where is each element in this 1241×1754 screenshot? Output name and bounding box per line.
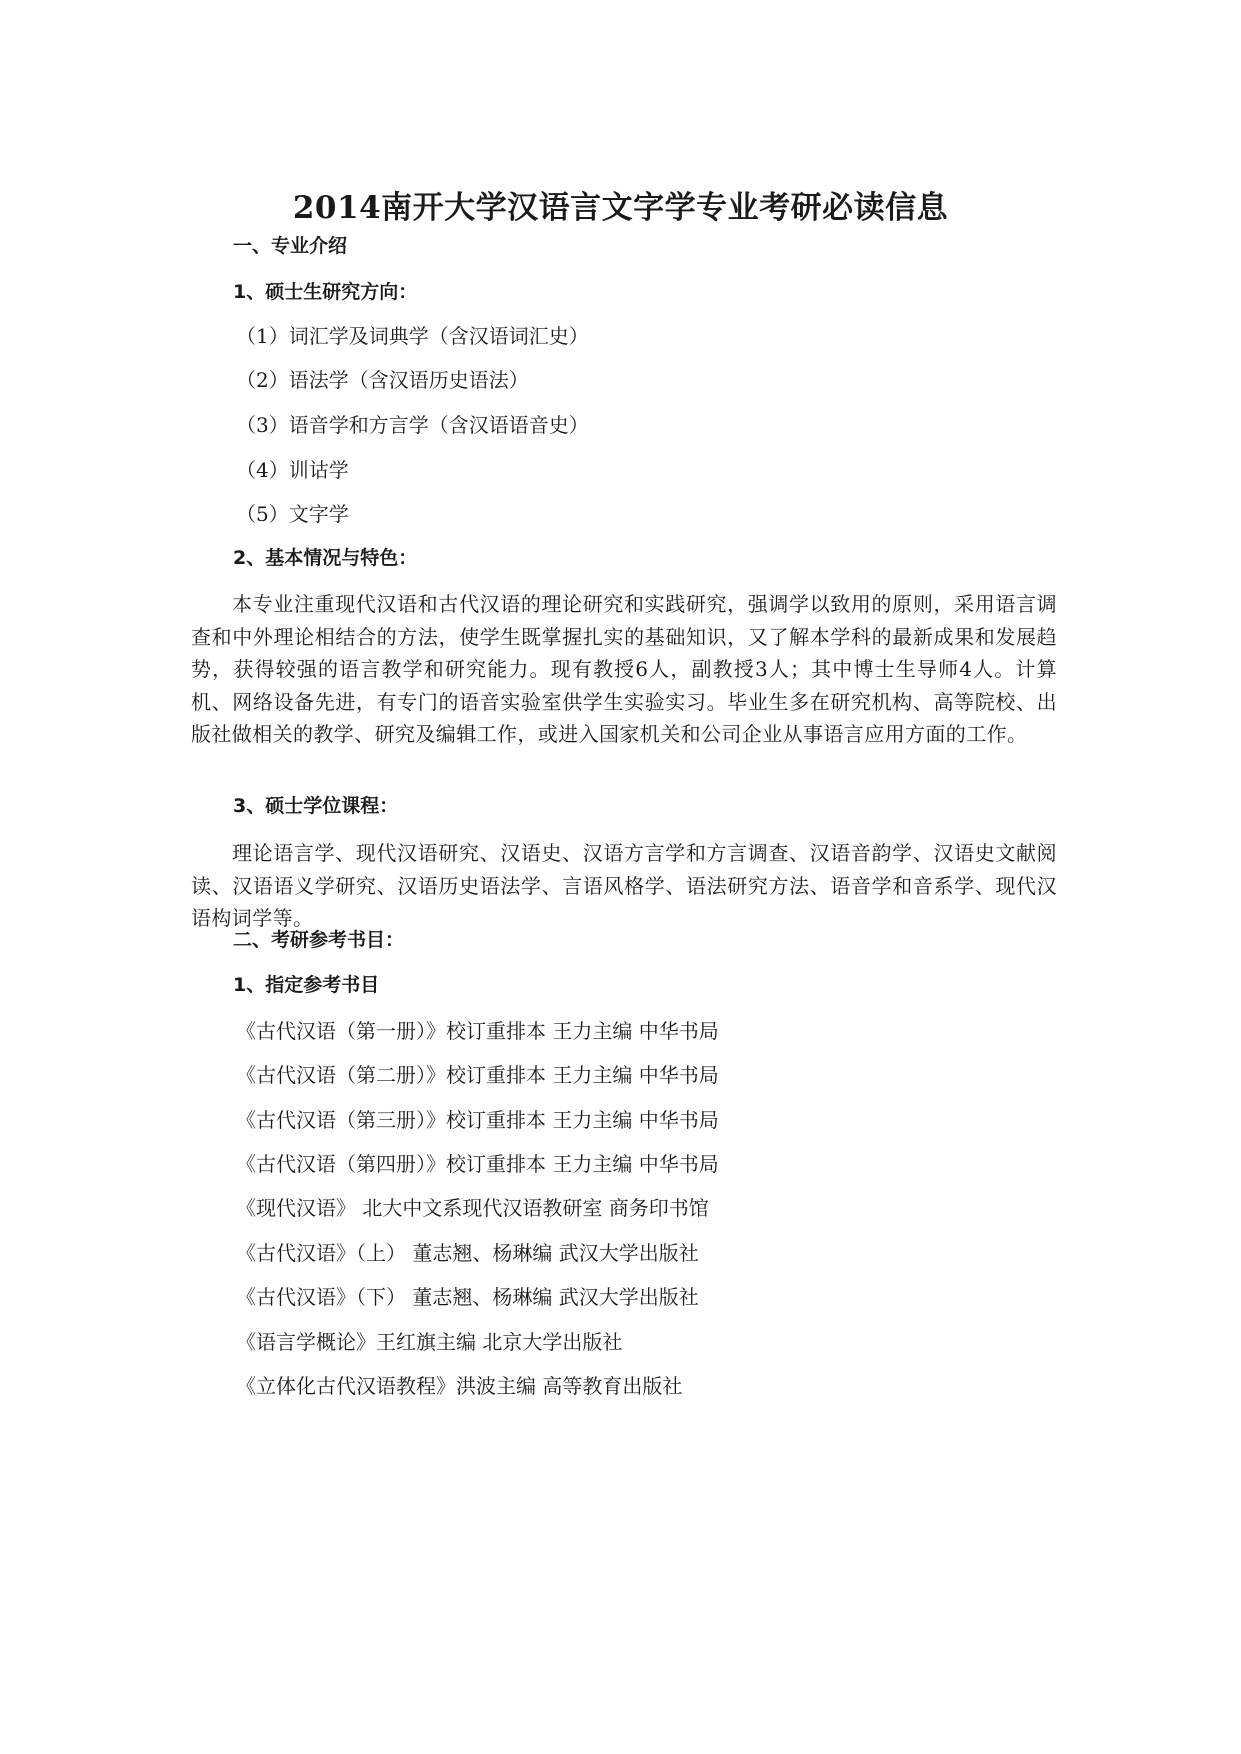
book-item: 《古代汉语（第四册）》校订重排本 王力主编 中华书局 xyxy=(236,1152,719,1176)
subheading-research-directions: 1、硕士生研究方向： xyxy=(233,281,418,303)
section-heading-references: 二、考研参考书目： xyxy=(233,929,405,951)
direction-item: （5）文字学 xyxy=(236,502,349,526)
subheading-courses: 3、硕士学位课程： xyxy=(233,795,399,817)
book-item: 《现代汉语》 北大中文系现代汉语教研室 商务印书馆 xyxy=(236,1196,709,1220)
subheading-designated-books: 1、指定参考书目 xyxy=(233,974,380,996)
document-title: 2014南开大学汉语言文字学专业考研必读信息 xyxy=(292,190,949,226)
direction-item: （4）训诂学 xyxy=(236,458,349,482)
paragraph-courses: 理论语言学、现代汉语研究、汉语史、汉语方言学和方言调查、汉语音韵学、汉语史文献阅读、汉语语义学研究、汉语历史语法学、言语风格学、语法研究方法、语音学和音系学、现代汉语构词学等。 xyxy=(191,841,1057,930)
direction-item: （2）语法学（含汉语历史语法） xyxy=(236,368,529,392)
book-item: 《古代汉语（第三册）》校订重排本 王力主编 中华书局 xyxy=(236,1108,719,1132)
book-item: 《语言学概论》王红旗主编 北京大学出版社 xyxy=(236,1330,623,1354)
book-item: 《古代汉语》（上） 董志翘、杨琳编 武汉大学出版社 xyxy=(236,1241,699,1265)
paragraph-basic-info: 本专业注重现代汉语和古代汉语的理论研究和实践研究，强调学以致用的原则，采用语言调查和中外理论相结合的方法，使学生既掌握扎实的基础知识，又了解本学科的最新成果和发展趋势，获得较强的语言教学和研究能力。现有教授6人，副教授3人；其中博士生导师4人。计算机、网络设备先进，有专门的语音实验室供学生实验实习。毕业生多在研究机构、高等院校、出版社做相关的教学、研究及编辑工作，或进入国家机关和公司企业从事语言应用方面的工作。 xyxy=(191,592,1057,746)
book-item: 《古代汉语（第二册）》校订重排本 王力主编 中华书局 xyxy=(236,1063,719,1087)
section-heading-intro: 一、专业介绍 xyxy=(233,235,348,257)
direction-item: （1）词汇学及词典学（含汉语词汇史） xyxy=(236,324,589,348)
book-item: 《古代汉语》（下） 董志翘、杨琳编 武汉大学出版社 xyxy=(236,1285,699,1309)
direction-item: （3）语音学和方言学（含汉语语音史） xyxy=(236,413,589,437)
subheading-basic-info: 2、基本情况与特色： xyxy=(233,547,418,569)
book-item: 《立体化古代汉语教程》洪波主编 高等教育出版社 xyxy=(236,1374,683,1398)
book-item: 《古代汉语（第一册）》校订重排本 王力主编 中华书局 xyxy=(236,1019,719,1043)
